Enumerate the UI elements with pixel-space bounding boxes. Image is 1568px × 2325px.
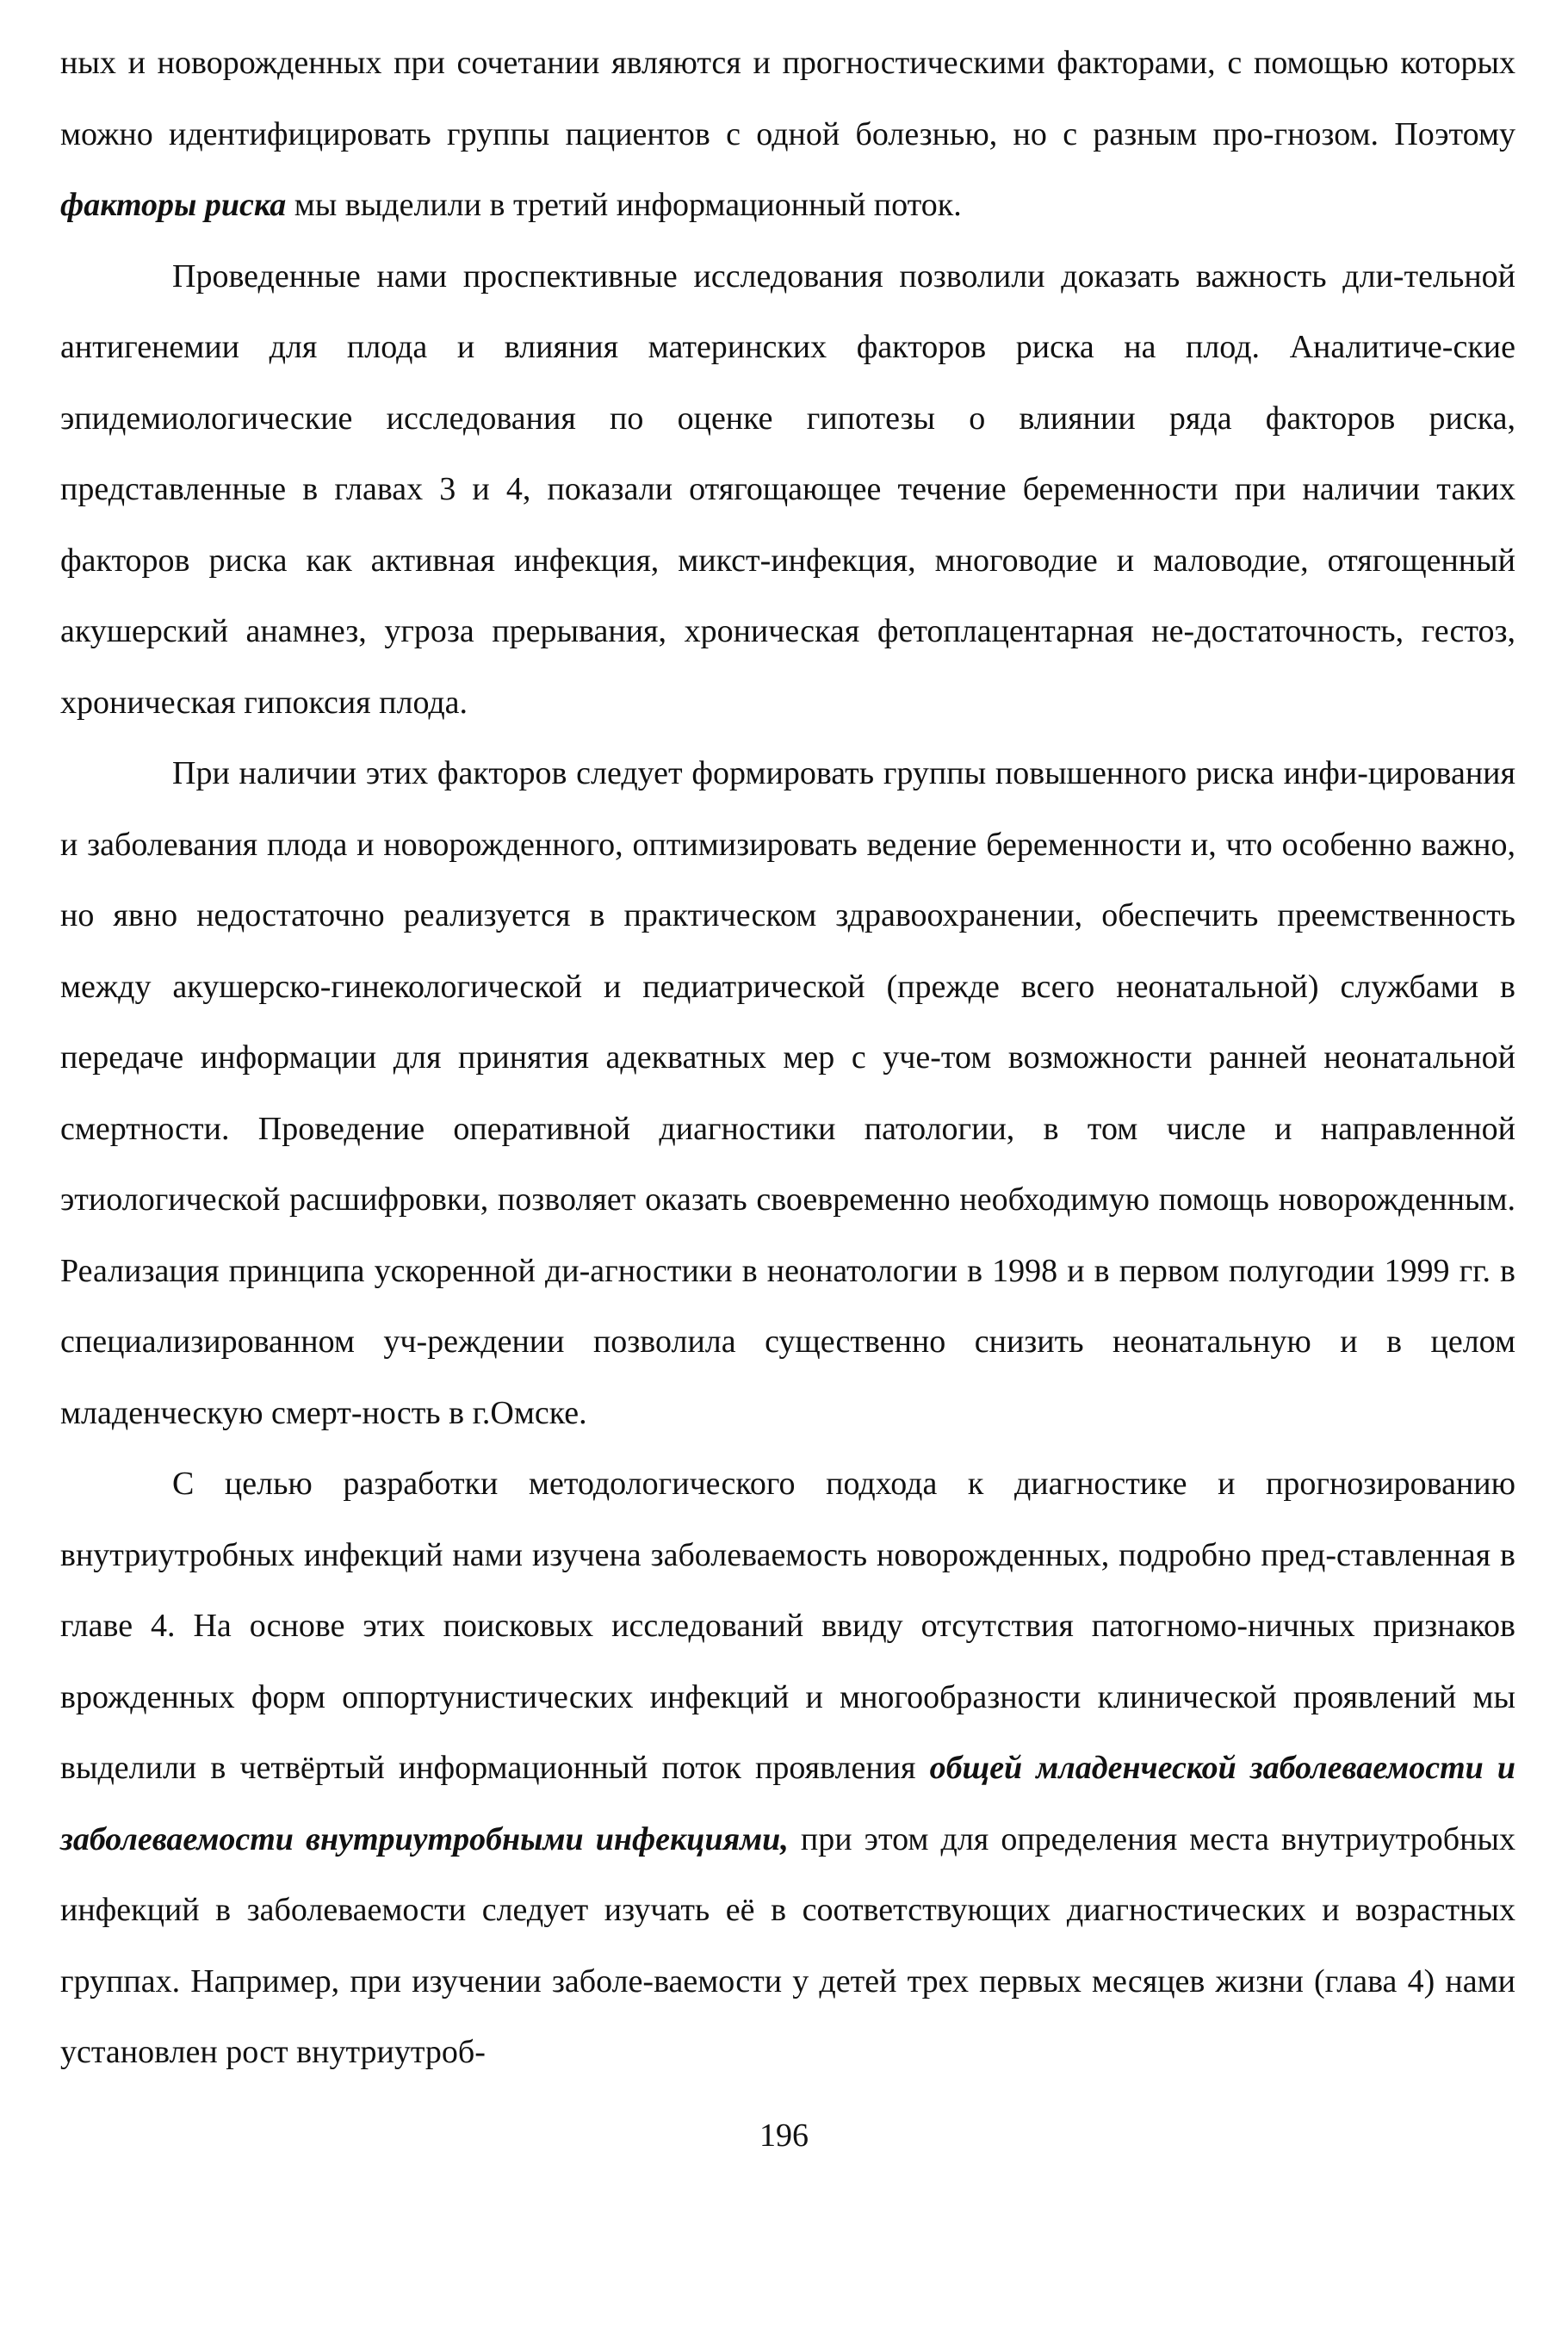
emphasized-phrase: общей младенческой заболеваемости и заболеваемости внутриутробными инфекциями, <box>60 1750 1515 1857</box>
text-segment: при этом для определения места внутриутробных инфекций в заболеваемости следует изучать её в соответствующих диагностических и возрастных группах. Например, при изучении заболе-ваемости у детей трех первых месяцев жизни (глава 4) нами установлен рост внутриутроб- <box>60 1820 1516 2070</box>
emphasized-phrase: факторы риска <box>60 187 287 223</box>
text-segment: При наличии этих факторов следует формировать группы повышенного риска инфи-цирования и заболевания плода и новорожденного, оптимизировать ведение беременности и, что особенно важно, но явно недостаточно реализуется в практическом здравоохранении, обеспечить преемственность между акушерско-гинекологической и педиатрической (прежде всего неонатальной) службами в передаче информации для принятия адекватных мер с уче-том возможности ранней неонатальной смертности. Проведение оперативной диагностики патологии, в том числе и направленной этиологической расшифровки, позволяет оказать своевременно необходимую помощь новорожденным. Реализация принципа ускоренной ди-агностики в неонатологии в 1998 и в первом полугодии 1999 гг. в специализированном уч-реждении позволила существенно снизить неонатальную и в целом младенческую смерт-ность в г.Омске. <box>60 755 1515 1431</box>
paragraph <box>60 1448 1515 2088</box>
paragraph <box>60 28 1515 241</box>
text-segment: С целью разработки методологического подхода к диагностике и прогнозированию внутриутробных инфекций нами изучена заболеваемость новорожденных, подробно пред-ставленная в главе 4. На основе этих поисковых исследований ввиду отсутствия патогномо-ничных признаков врожденных форм оппортунистических инфекций и многообразности клинической проявлений мы выделили в четвёртый информационный поток проявления <box>60 1466 1515 1786</box>
paragraph <box>60 738 1515 1448</box>
text-segment: мы выделили в третий информационный поток. <box>286 187 962 223</box>
paragraph <box>60 241 1515 739</box>
page-number: 196 <box>759 2117 809 2154</box>
body-text <box>60 28 1515 2088</box>
text-segment: Проведенные нами проспективные исследования позволили доказать важность дли-тельной антигенемии для плода и влияния материнских факторов риска на плод. Аналитиче-ские эпидемиологические исследования по оценке гипотезы о влиянии ряда факторов риска, представленные в главах 3 и 4, показали отягощающее течение беременности при наличии таких факторов риска как активная инфекция, микст-инфекция, многоводие и маловодие, отягощенный акушерский анамнез, угроза прерывания, хроническая фетоплацентарная не-достаточность, гестоз, хроническая гипоксия плода. <box>60 257 1515 721</box>
text-segment: ных и новорожденных при сочетании являются и прогностическими факторами, с помощью которых можно идентифицировать группы пациентов с одной болезнью, но с разным про-гнозом. Поэтому <box>60 45 1515 152</box>
